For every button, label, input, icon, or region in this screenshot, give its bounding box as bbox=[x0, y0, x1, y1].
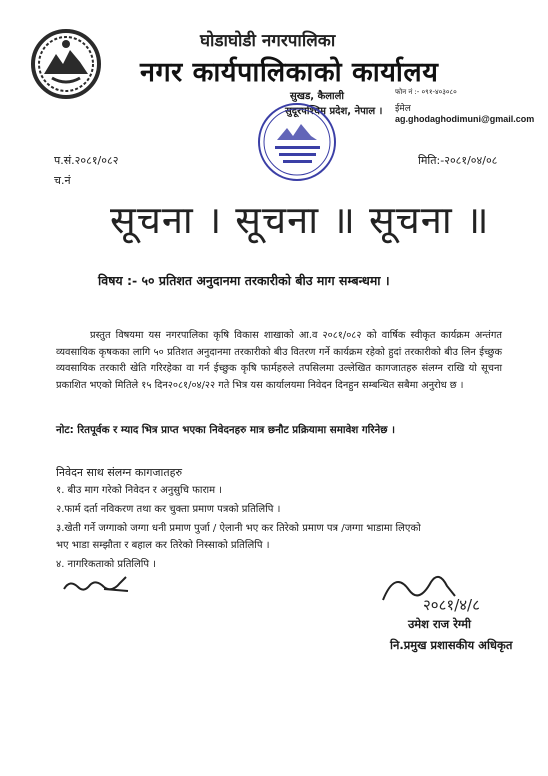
phone-number: फोन नं :- ०९१-४०३०८० bbox=[395, 88, 457, 96]
office-stamp-icon bbox=[255, 100, 340, 185]
office-name: नगर कार्यपालिकाको कार्यालय bbox=[140, 57, 439, 88]
municipality-name: घोडाघोडी नगरपालिका bbox=[200, 31, 336, 51]
address-line-2: सुदूरपश्चिम प्रदेश, नेपाल । bbox=[285, 106, 383, 117]
attachment-item: १. बीउ माग गरेको निवेदन र अनुसुचि फाराम । bbox=[56, 485, 223, 496]
address-line-1: सुखड, कैलाली bbox=[290, 91, 344, 102]
left-signature-icon bbox=[60, 571, 130, 601]
right-signature-icon bbox=[375, 560, 505, 620]
signatory-title: नि.प्रमुख प्रशासकीय अधिकृत bbox=[390, 638, 513, 652]
attachment-item: २.फार्म दर्ता नविकरण तथा कर चुक्ता प्रमाण पत्रको प्रतिलिपि । bbox=[56, 504, 281, 515]
attachment-item: ३.खेती गर्ने जग्गाको जग्गा धनी प्रमाण पुर्जा / ऐलानी भए कर तिरेको प्रमाण पत्र /जग्गा भाडामा लिएको bbox=[56, 523, 421, 534]
attachments-heading: निवेदन साथ संलग्न कागजातहरु bbox=[56, 466, 183, 479]
email-address[interactable]: ag.ghodaghodimuni@gmail.com bbox=[395, 114, 535, 124]
signatory-name: उमेश राज रेग्मी bbox=[408, 617, 472, 631]
email-line bbox=[395, 101, 548, 125]
notice-body: प्रस्तुत विषयमा यस नगरपालिका कृषि विकास शाखाको आ.व २०८१/०८२ को वार्षिक स्वीकृत कार्यक्रम अन्तंगत व्यवसायिक कृषकका लागि ५० प्रतिशत अनुदानमा तरकारीको बीउ वितरण गर्ने कार्यक्रम रहेको हुदां तरकारीको बीउ लिन ईच्छुक व्यवसायिक तरकारी खेति गरिरहेका वा गर्न ईच्छुक कृषि फार्महरुले तपसिलमा उल्लेखित कागजातहरु संलग्न राखि यो सूचना प्रकाशित भएको मितिले १५ दिन२०८१/०४/२२ गते भित्र यस कार्यालयमा निवेदन दिनहुन सम्बन्धित सबैमा अनुरोध छ । bbox=[56, 330, 502, 391]
reference-number: प.सं.२०८१/०८२ bbox=[54, 154, 119, 167]
notice-title: सूचना । सूचना ॥ सूचना ॥ bbox=[110, 198, 490, 242]
dispatch-number: च.नं bbox=[54, 174, 71, 187]
email-label: ईमेल bbox=[395, 104, 411, 114]
signature-date: २०८१/४/८ bbox=[423, 596, 480, 614]
issue-date: मिति:-२०८१/०४/०८ bbox=[418, 154, 498, 167]
nepal-emblem-icon bbox=[30, 28, 102, 100]
subject-line: विषय :- ५० प्रतिशत अनुदानमा तरकारीको बीउ माग सम्बन्धमा । bbox=[98, 273, 390, 288]
attachment-item: ४. नागरिकताको प्रतिलिपि । bbox=[56, 559, 157, 570]
attachment-item: भए भाडा सम्झौता र बहाल कर तिरेको निस्साको प्रतिलिपि । bbox=[56, 540, 270, 551]
note-line: नोट: रितपूर्वक र म्याद भित्र प्राप्त भएका निवेदनहरु मात्र छनौट प्रक्रियामा समावेश गरिनेछ । bbox=[56, 424, 395, 436]
